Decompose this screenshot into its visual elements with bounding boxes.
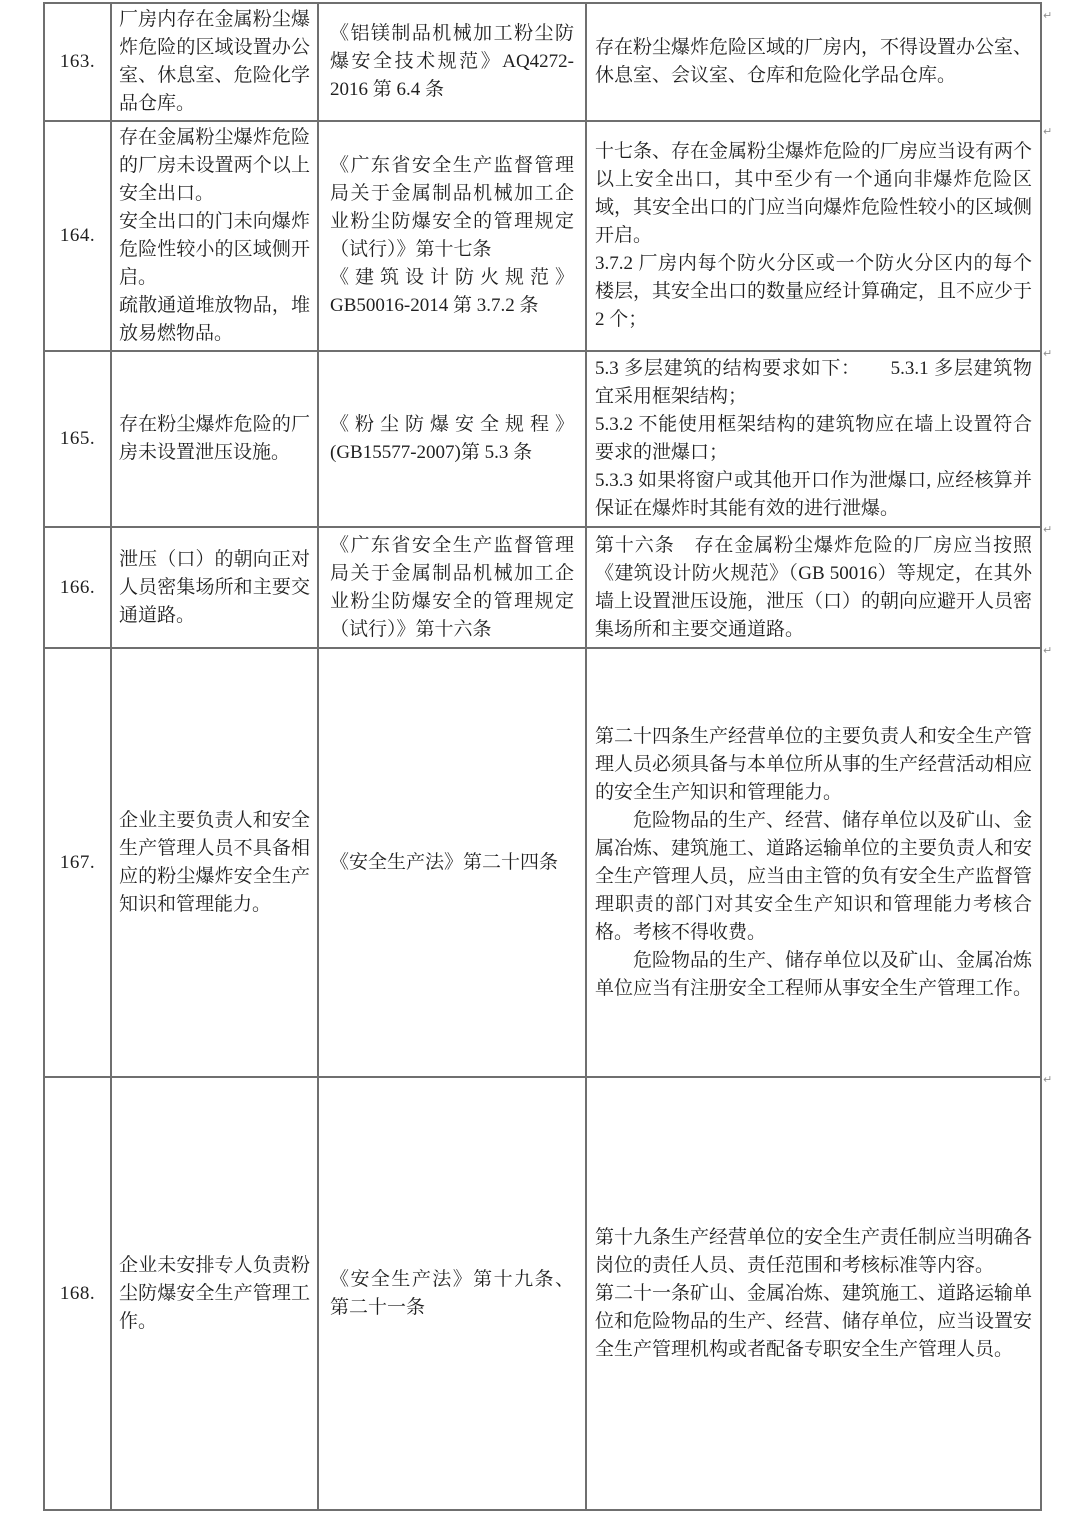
requirement-cell [586,121,1041,351]
basis-paragraph: 《安全生产法》第二十四条 [330,851,559,873]
requirement-paragraph: 第二十四条生产经营单位的主要负责人和安全生产管理人员必须具备与本单位所从事的生产经营活动相应的安全生产知识和管理能力。 [595,725,1033,803]
requirement-paragraph: 危险物品的生产、储存单位以及矿山、金属冶炼单位应当有注册安全工程师从事安全生产管理工作。 [595,949,1033,999]
requirement-paragraph: 危险物品的生产、经营、储存单位以及矿山、金属冶炼、建筑施工、道路运输单位的主要负责人和安全生产管理人员，应当由主管的负有安全生产监督管理职责的部门对其安全生产知识和管理能力考核合格。考核不得收费。 [595,809,1033,943]
requirement-cell [586,1077,1041,1510]
table-row [44,351,1041,527]
row-number: 165. [44,351,111,527]
requirement-cell [586,351,1041,527]
basis-paragraph: 《铝镁制品机械加工粉尘防爆安全技术规范》AQ4272-2016 第 6.4 条 [330,23,574,100]
problem-paragraph: 安全出口的门未向爆炸危险性较小的区域侧开启。 [119,211,310,288]
problem-cell [111,351,318,527]
row-number: 166. [44,527,111,648]
requirement-paragraph: 5.3 多层建筑的结构要求如下： 5.3.1 多层建筑物宜采用框架结构； [595,358,1032,407]
requirement-paragraph: 十七条、存在金属粉尘爆炸危险的厂房应当设有两个以上安全出口，其中至少有一个通向非爆炸危险区域，其安全出口的门应当向爆炸危险性较小的区域侧开启。 [595,141,1033,246]
problem-paragraph: 存在粉尘爆炸危险的厂房未设置泄压设施。 [119,414,310,463]
table-row [44,121,1041,351]
row-number: 163. [44,3,111,121]
problem-cell [111,3,318,121]
basis-paragraph: 《广东省安全生产监督管理局关于金属制品机械加工企业粉尘防爆安全的管理规定（试行）》第十六条 [330,534,574,640]
row-number: 164. [44,121,111,351]
problem-paragraph: 泄压（口）的朝向正对人员密集场所和主要交通道路。 [119,548,310,626]
basis-paragraph: 《广东省安全生产监督管理局关于金属制品机械加工企业粉尘防爆安全的管理规定（试行）》第十七条 [330,155,574,260]
paragraph-mark-icon [1043,10,1055,22]
problem-paragraph: 存在金属粉尘爆炸危险的厂房未设置两个以上安全出口。 [119,127,310,204]
basis-paragraph: 《安全生产法》第十九条、第二十一条 [330,1268,574,1318]
problem-paragraph: 企业主要负责人和安全生产管理人员不具备相应的粉尘爆炸安全生产知识和管理能力。 [119,809,310,915]
basis-paragraph: 《建筑设计防火规范》GB50016-2014 第 3.7.2 条 [330,267,574,316]
basis-cell [318,527,586,648]
basis-cell [318,1077,586,1510]
requirement-paragraph: 5.3.3 如果将窗户或其他开口作为泄爆口, 应经核算并保证在爆炸时其能有效的进行泄爆。 [595,470,1032,519]
violation-table [43,2,1042,1511]
problem-paragraph: 企业未安排专人负责粉尘防爆安全生产管理工作。 [119,1254,310,1332]
problem-cell [111,121,318,351]
requirement-paragraph: 3.7.2 厂房内每个防火分区或一个防火分区内的每个楼层，其安全出口的数量应经计算确定，且不应少于 2 个； [595,253,1033,330]
problem-cell [111,648,318,1077]
table-row [44,3,1041,121]
basis-cell [318,121,586,351]
paragraph-mark-icon [1043,645,1055,657]
basis-cell [318,3,586,121]
requirement-cell [586,648,1041,1077]
paragraph-mark-icon [1043,126,1055,138]
problem-cell [111,527,318,648]
table-body [44,3,1041,1510]
requirement-paragraph: 第二十一条矿山、金属冶炼、建筑施工、道路运输单位和危险物品的生产、经营、储存单位，应当设置安全生产管理机构或者配备专职安全生产管理人员。 [595,1282,1033,1360]
basis-cell [318,351,586,527]
paragraph-mark-icon [1043,1074,1055,1086]
requirement-paragraph: 5.3.2 不能使用框架结构的建筑物应在墙上设置符合要求的泄爆口； [595,414,1032,463]
requirement-paragraph: 第十六条 存在金属粉尘爆炸危险的厂房应当按照《建筑设计防火规范》（GB 50016）等规定，在其外墙上设置泄压设施，泄压（口）的朝向应避开人员密集场所和主要交通道路。 [595,534,1033,640]
requirement-paragraph: 第十九条生产经营单位的安全生产责任制应当明确各岗位的责任人员、责任范围和考核标准等内容。 [595,1226,1033,1276]
problem-cell [111,1077,318,1510]
basis-cell [318,648,586,1077]
paragraph-mark-icon [1043,348,1055,360]
requirement-paragraph: 存在粉尘爆炸危险区域的厂房内，不得设置办公室、休息室、会议室、仓库和危险化学品仓库。 [595,37,1033,86]
requirement-cell [586,527,1041,648]
table-row [44,1077,1041,1510]
problem-paragraph: 厂房内存在金属粉尘爆炸危险的区域设置办公室、休息室、危险化学品仓库。 [119,9,310,114]
paragraph-mark-icon [1043,524,1055,536]
table-row [44,648,1041,1077]
requirement-cell [586,3,1041,121]
table-row [44,527,1041,648]
basis-paragraph: 《粉尘防爆安全规程》(GB15577-2007)第 5.3 条 [330,414,574,463]
problem-paragraph: 疏散通道堆放物品，堆放易燃物品。 [119,295,310,344]
row-number: 168. [44,1077,111,1510]
row-number: 167. [44,648,111,1077]
